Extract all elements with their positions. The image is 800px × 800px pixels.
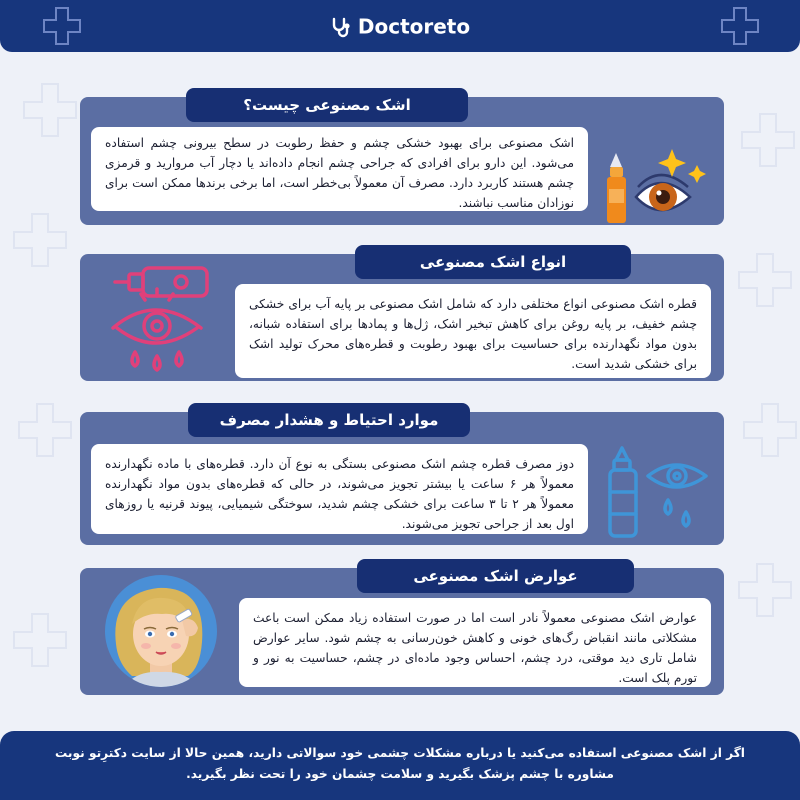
section-card-side-effects (80, 568, 724, 695)
brand-name: Doctoreto (357, 14, 471, 39)
crying-eye-dropper-icon (105, 260, 215, 378)
plus-decoration-icon (735, 250, 795, 310)
header-bar (0, 0, 800, 52)
plus-decoration-icon (735, 560, 795, 620)
section-card-what-is (80, 97, 724, 225)
eye-drop-sparkle-icon (598, 147, 718, 225)
eye-drop-bottle-icon (606, 442, 714, 542)
stethoscope-logo-icon (330, 16, 352, 38)
woman-applying-drops-icon (102, 572, 220, 690)
section-title: انواع اشک مصنوعی (355, 245, 631, 279)
section-title: عوارض اشک مصنوعی (357, 559, 634, 593)
plus-decoration-icon (740, 400, 800, 460)
section-body: دوز مصرف قطره چشم اشک مصنوعی بستگی به نوع آن دارد. قطره‌های با ماده نگهدارنده معمولاً هر ۶ ساعت یا بیشتر تجویز می‌شوند، در حالی که قطره‌های بدون مواد نگهدارنده معمولاً هر ۲ تا ۳ ساعت برای خشکی چشم شدید، سوختگی شیمیایی، پیوند قرنیه یا روزهای اول بعد از جراحی تجویز می‌شوند. (91, 444, 588, 534)
brand-logo[interactable] (0, 12, 800, 40)
section-body: عوارض اشک مصنوعی معمولاً نادر است اما در صورت استفاده زیاد ممکن است باعث مشکلاتی مانند انقباض رگ‌های خونی و کاهش خون‌رسانی به چشم شود. سایر عوارض شامل تاری دید موقتی، درد چشم، احساس وجود ماده‌ای در چشم، حساسیت به نور و تورم پلک است. (239, 598, 711, 687)
section-title: موارد احتیاط و هشدار مصرف (188, 403, 470, 437)
plus-decoration-icon (20, 80, 80, 140)
section-title: اشک مصنوعی چیست؟ (186, 88, 468, 122)
footer-cta-text: اگر از اشک مصنوعی استفاده می‌کنید یا درباره مشکلات چشمی خود سوالاتی دارید، همین حالا از سایت دکترِتو نوبت مشاوره با چشم پزشک بگیرید و سلامت چشمان خود را تحت نظر بگیرید. (55, 746, 745, 781)
footer-bar (0, 731, 800, 800)
plus-decoration-icon (10, 610, 70, 670)
plus-decoration-icon (738, 110, 798, 170)
section-card-precautions (80, 412, 724, 545)
plus-decoration-icon (10, 210, 70, 270)
section-card-types (80, 254, 724, 381)
plus-decoration-icon (15, 400, 75, 460)
section-body: اشک مصنوعی برای بهبود خشکی چشم و حفظ رطوبت در سطح بیرونی چشم استفاده می‌شود. این دارو برای افرادی که جراحی چشم انجام داده‌اند یا دچار آب مروارید و قرمزی چشم هستند کاربرد دارد. مصرف آن معمولاً بی‌خطر است، اما برخی برندها ممکن است برای نوزادان مناسب نباشند. (91, 127, 588, 211)
section-body: قطره اشک مصنوعی انواع مختلفی دارد که شامل اشک مصنوعی بر پایه آب برای خشکی چشم خفیف، بر پایه روغن برای کاهش تبخیر اشک، ژل‌ها و پمادها برای استفاده شبانه، بدون مواد نگهدارنده برای حساسیت برای بهبود رطوبت و قطره‌های محرک تولید اشک برای خشکی شدید است. (235, 284, 711, 378)
